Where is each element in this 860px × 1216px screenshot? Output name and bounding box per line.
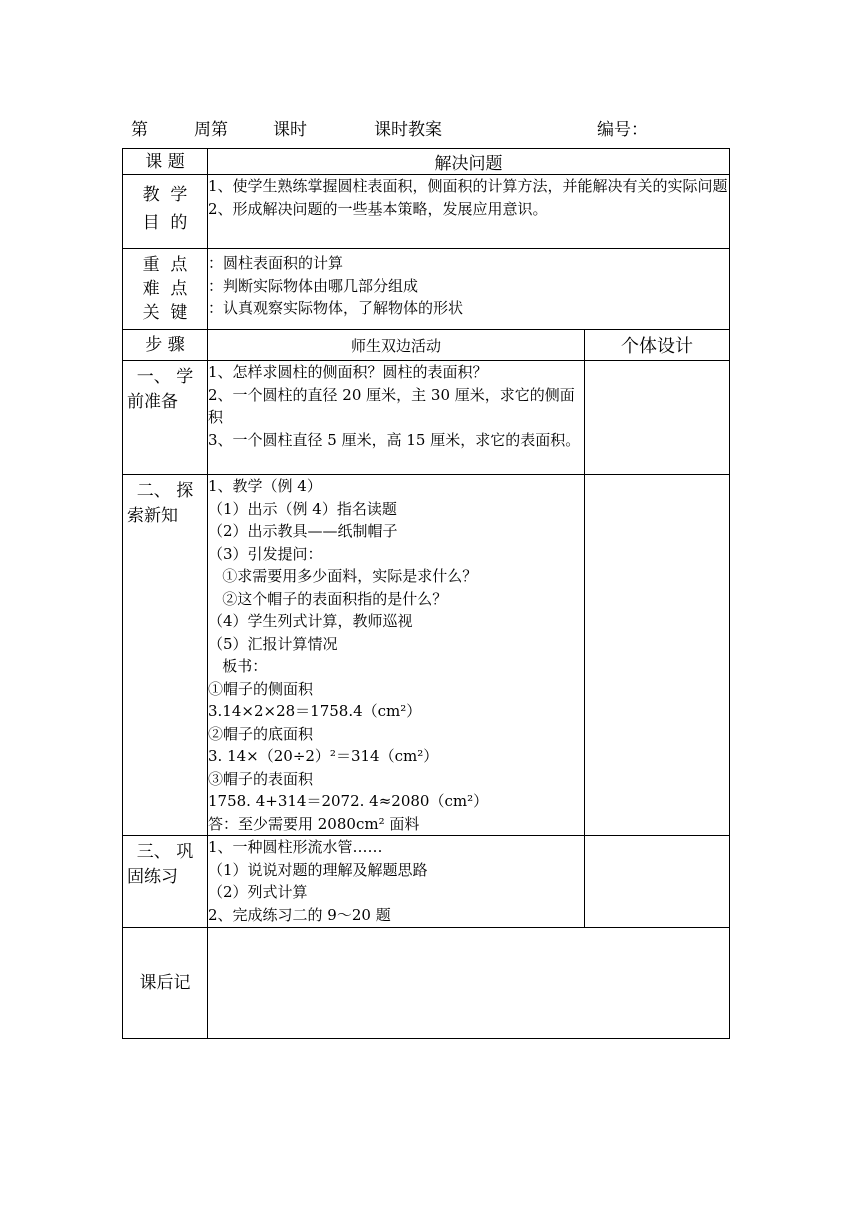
- section3-item: 2、完成练习二的 9～20 题: [208, 905, 391, 924]
- number-label: 编号：: [597, 120, 648, 140]
- section3-content: [208, 836, 585, 928]
- lesson-plan-table: [122, 148, 730, 1039]
- section3-label-line: 三、 巩: [136, 842, 194, 862]
- objectives-label: [123, 175, 208, 249]
- section2-item: ②这个帽子的表面积指的是什么？: [208, 589, 448, 608]
- section1-label-line: 一、 学: [136, 367, 194, 387]
- section1-item: 2、一个圆柱的直径 20 厘米，主 30 厘米，求它的侧面积: [208, 385, 575, 426]
- section2-item: 1、教学（例 4）: [208, 477, 322, 495]
- section3-label-line: 固练习: [127, 867, 178, 887]
- section3-row: [123, 836, 730, 928]
- week-suffix: 周第: [194, 120, 228, 140]
- objectives-label-line: 教 学: [142, 185, 188, 205]
- section1-label: [123, 361, 208, 475]
- keypoint-value: ：判断实际物体由哪几部分组成: [208, 276, 419, 295]
- objective-item: 2、形成解决问题的一些基本策略，发展应用意识。: [208, 199, 548, 218]
- section1-content: [208, 361, 585, 475]
- topic-row: [123, 149, 730, 175]
- activity-header: 师生双边活动: [208, 330, 585, 361]
- section2-item: ①求需要用多少面料，实际是求什么？: [208, 567, 478, 585]
- section2-item: 3.14×2×28＝1758.4（cm²）: [208, 702, 422, 720]
- section2-item: 板书：: [208, 657, 268, 675]
- lesson-header: [131, 115, 731, 139]
- section2-item: （1）出示（例 4）指名读题: [208, 499, 397, 518]
- section2-item: （3）引发提问：: [208, 544, 323, 563]
- afterword-row: [123, 928, 730, 1039]
- afterword-content: [208, 928, 730, 1039]
- keypoint-label: 重 点: [142, 255, 188, 275]
- section3-label: [123, 836, 208, 928]
- keypoints-values: [208, 249, 730, 330]
- period-label: 课时: [273, 120, 307, 140]
- topic-value: 解决问题: [208, 149, 730, 175]
- keypoints-labels: [123, 249, 208, 330]
- section3-item: （2）列式计算: [208, 883, 308, 901]
- keypoint-value: ：认真观察实际物体，了解物体的形状: [208, 299, 464, 317]
- section2-item: 3. 14×（20÷2）²＝314（cm²）: [208, 747, 439, 765]
- section2-item: ③帽子的表面积: [208, 769, 314, 788]
- objective-item: 1、使学生熟练掌握圆柱表面积，侧面积的计算方法，并能解决有关的实际问题: [208, 177, 728, 195]
- afterword-label: 课后记: [123, 928, 208, 1039]
- section2-item: （2）出示教具——纸制帽子: [208, 522, 398, 540]
- week-prefix: 第: [131, 120, 148, 140]
- keypoint-label: 关 键: [142, 303, 188, 323]
- section2-item: ②帽子的底面积: [208, 724, 314, 743]
- steps-header-row: [123, 330, 730, 361]
- section2-design: [585, 475, 730, 836]
- objectives-label-line: 目 的: [142, 213, 188, 233]
- doc-title: 课时教案: [374, 120, 442, 140]
- topic-label: 课 题: [123, 149, 208, 175]
- section2-label: [123, 475, 208, 836]
- section1-row: [123, 361, 730, 475]
- section2-item: （5）汇报计算情况: [208, 634, 338, 653]
- steps-label: 步 骤: [123, 330, 208, 361]
- section2-item: ①帽子的侧面积: [208, 679, 314, 698]
- objectives-row: [123, 175, 730, 249]
- keypoint-value: ：圆柱表面积的计算: [208, 254, 344, 272]
- section3-item: （1）说说对题的理解及解题思路: [208, 860, 428, 879]
- design-header: 个体设计: [585, 330, 730, 361]
- section3-item: 1、一种圆柱形流水管……: [208, 838, 383, 856]
- section3-design: [585, 836, 730, 928]
- section1-item: 3、一个圆柱直径 5 厘米，高 15 厘米，求它的表面积。: [208, 430, 581, 449]
- section1-design: [585, 361, 730, 475]
- section2-content: [208, 475, 585, 836]
- section2-item: 1758. 4+314＝2072. 4≈2080（cm²）: [208, 792, 489, 810]
- section1-item: 1、怎样求圆柱的侧面积？圆柱的表面积？: [208, 363, 488, 381]
- keypoints-row: [123, 249, 730, 330]
- section2-label-line: 索新知: [127, 506, 178, 526]
- keypoint-label: 难 点: [142, 279, 188, 299]
- objectives-content: [208, 175, 730, 249]
- section2-item: 答：至少需要用 2080cm² 面料: [208, 814, 420, 833]
- section2-row: [123, 475, 730, 836]
- section1-label-line: 前准备: [127, 392, 178, 412]
- section2-item: （4）学生列式计算，教师巡视: [208, 612, 413, 630]
- section2-label-line: 二、 探: [136, 481, 194, 501]
